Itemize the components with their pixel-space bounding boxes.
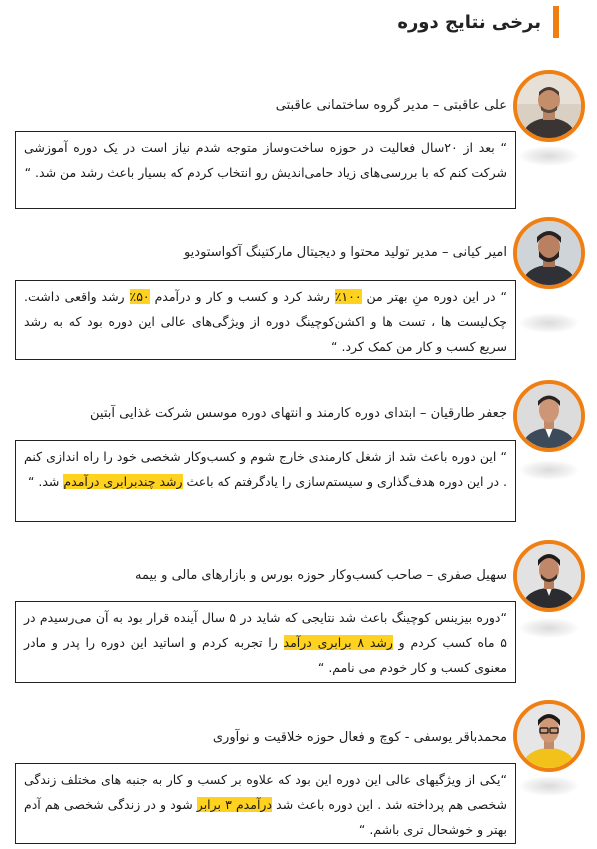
quote-text: “ بعد از ۲۰سال فعالیت در حوزه ساخت‌وساز متوجه شدم نیاز است در یک دوره آموزشی شرکت کنم که با بررسی‌های زیاد حامی‌اندیش رو انتخاب کردم که بسیار باعث رشد من شد. “ xyxy=(24,140,507,180)
quote-text: را تجربه کردم و اساتید این دوره را پدر و مادر معنوی کسب و کار خودم می نامم. “ xyxy=(24,635,507,675)
avatar-shadow xyxy=(519,313,579,333)
quote-highlight: ۵۰٪ xyxy=(129,289,150,304)
testimonial-name: امیر کیانی – مدیر تولید محتوا و دیجیتال مارکتینگ آکواستودیو xyxy=(183,245,507,260)
quote-text: “یکی از ویژگیهای عالی این دوره این بود که علاوه بر کسب و کار به جنبه های مختلف زندگی شخصی هم پرداخته شد . این دوره باعث شد xyxy=(24,772,508,812)
quote-text: رشد واقعی داشت. چک‌لیست ها ، تست ها و اکشن‌کوچینگ دوره از ویژگی‌های عالی این دوره بود که به رشد سریع کسب و کار من کمک کرد. “ xyxy=(24,289,507,354)
quote-text: “ این دوره باعث شد از شغل کارمندی خارج شوم و کسب‌وکار شخصی خود را راه اندازی کنم . در این دوره هدف‌گذاری و سیستم‌سازی را یادگرفتم که باعث xyxy=(24,449,507,489)
avatar-shadow xyxy=(519,146,579,166)
avatar-shadow xyxy=(519,618,579,638)
testimonial-name: محمدباقر یوسفی - کوچ و فعال حوزه خلاقیت و نوآوری xyxy=(212,730,507,745)
person-avatar-icon xyxy=(517,704,581,768)
quote-text: شد. “ xyxy=(27,474,64,489)
avatar xyxy=(513,70,585,142)
testimonial-quote xyxy=(15,601,516,683)
avatar-shadow xyxy=(519,460,579,480)
quote-text: “ در این دوره منِ بهتر من xyxy=(361,289,507,304)
testimonial-name: جعفر طارقیان – ابتدای دوره کارمند و انتهای دوره موسس شرکت غذایی آبتین xyxy=(90,406,507,421)
header-accent-bar xyxy=(553,6,559,38)
quote-text: “دوره بیزینس کوچینگ باعث شد نتایجی که شاید در ۵ سال آینده قرار بود به آن می‌رسیدم در ۵ ماه کسب کردم و xyxy=(24,610,507,650)
quote-text: شود و در زندگی شخصی هم آدم بهتر و خوشحال تری باشم. “ xyxy=(24,797,507,837)
testimonial-name: علی عاقبتی – مدیر گروه ساختمانی عاقبتی xyxy=(275,98,507,113)
avatar xyxy=(513,380,585,452)
person-avatar-icon xyxy=(517,544,581,608)
quote-text: رشد کرد و کسب و کار و درآمدم xyxy=(149,289,335,304)
testimonial-quote xyxy=(15,280,516,360)
person-avatar-icon xyxy=(517,384,581,448)
quote-highlight: ۱۰۰٪ xyxy=(334,289,362,304)
testimonial-quote xyxy=(15,440,516,522)
testimonial-name: سهیل صفری – صاحب کسب‌وکار حوزه بورس و بازارهای مالی و بیمه xyxy=(135,568,507,583)
testimonial-quote xyxy=(15,763,516,844)
person-avatar-icon xyxy=(517,221,581,285)
person-avatar-icon xyxy=(517,74,581,138)
avatar xyxy=(513,217,585,289)
quote-highlight: رشد ۸ برابری درآمد xyxy=(283,635,393,650)
avatar xyxy=(513,540,585,612)
avatar-shadow xyxy=(519,776,579,796)
testimonial-quote xyxy=(15,131,516,209)
quote-highlight: رشد چندبرابری درآمدم xyxy=(63,474,183,489)
quote-highlight: درآمدم ۳ برابر xyxy=(196,797,273,812)
section-header xyxy=(397,6,559,38)
section-title: برخی نتایج دوره xyxy=(397,11,541,33)
avatar xyxy=(513,700,585,772)
